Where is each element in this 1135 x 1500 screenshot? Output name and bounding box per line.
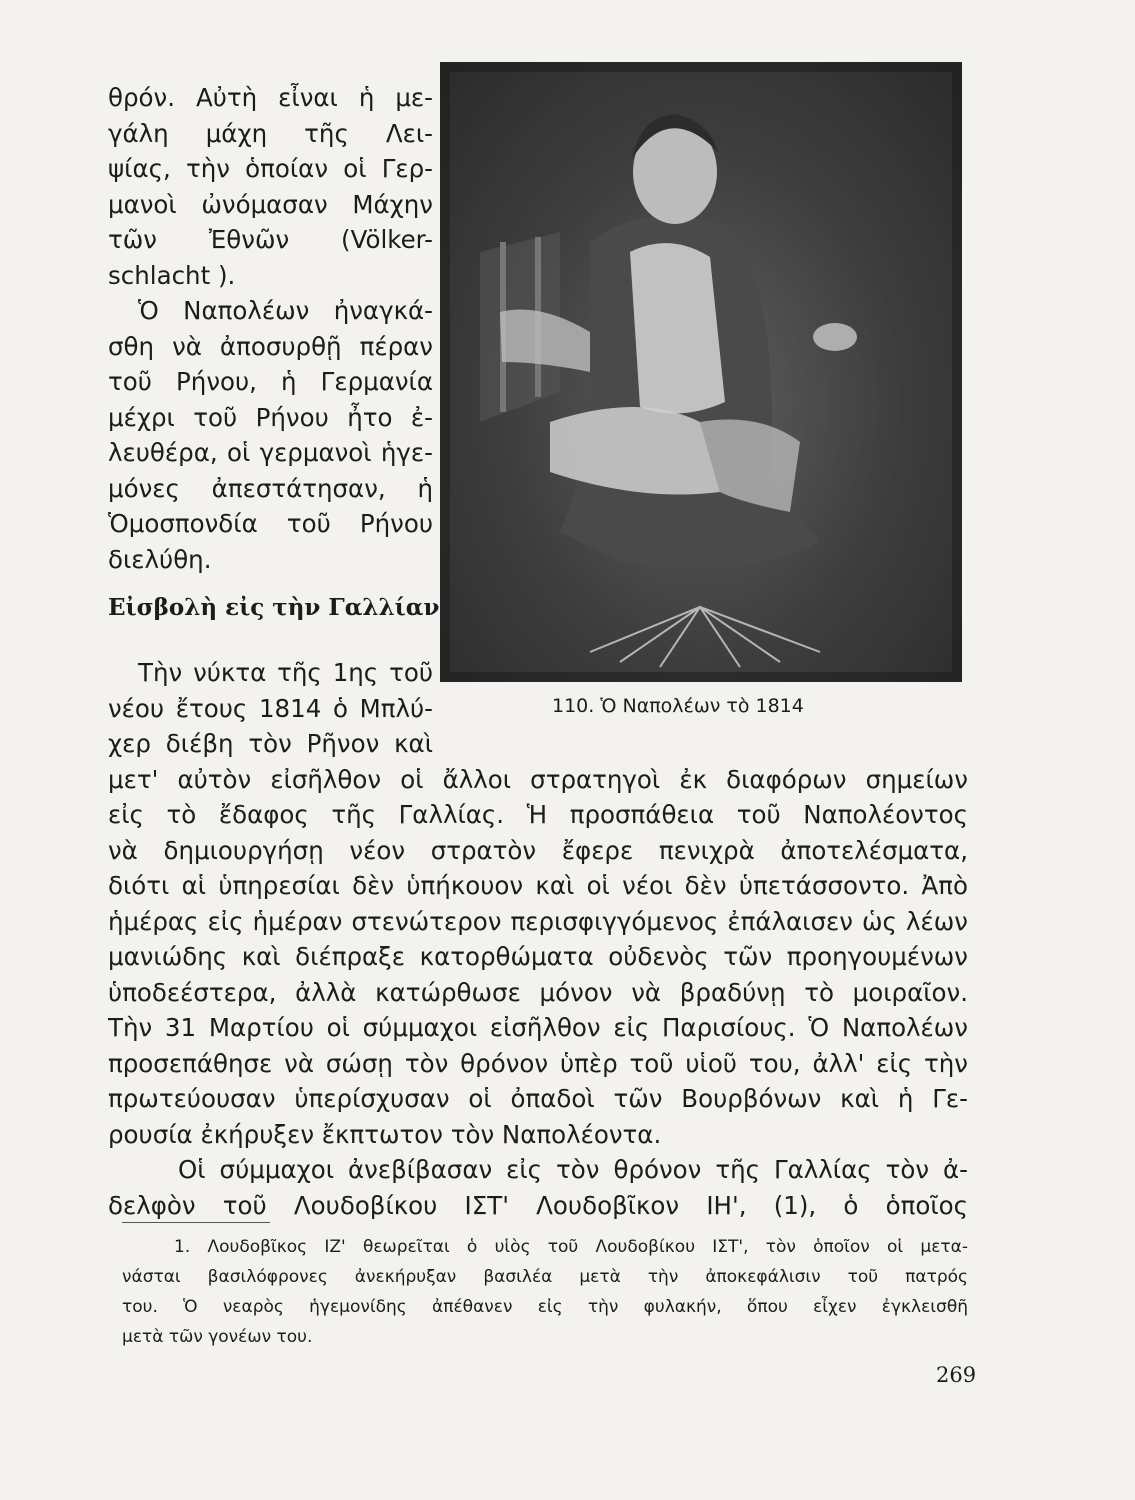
figure-caption: 110. Ὁ Ναπολέων τὸ 1814 <box>552 695 804 717</box>
body-line: διότι αἱ ὑπηρεσίαι δὲν ὑπήκουον καὶ οἱ νέοι δὲν ὑπετάσσοντο. Ἀπὸ <box>108 871 968 900</box>
left-column-line: Τὴν νύκτα τῆς 1ης τοῦ <box>138 658 433 687</box>
left-column-line: schlacht ). <box>108 260 236 290</box>
footnote-line: νάσται βασιλόφρονες ἀνεκήρυξαν βασιλέα μετὰ τὴν ἀποκεφάλισιν τοῦ πατρός <box>122 1267 968 1287</box>
body-line: ὑποδεέστερα, ἀλλὰ κατώρθωσε μόνον νὰ βραδύνῃ τὸ μοιραῖον. <box>108 977 968 1007</box>
body-line: μετ' αὐτὸν εἰσῆλθον οἱ ἄλλοι στρατηγοὶ ἐκ διαφόρων σημείων <box>108 764 968 794</box>
left-column-line: λευθέρα, οἱ γερμανοὶ ἡγε- <box>108 438 433 467</box>
left-column-line: τοῦ Ρήνου, ἡ Γερμανία <box>108 367 433 396</box>
footnote-line: του. Ὁ νεαρὸς ἡγεμονίδης ἀπέθανεν εἰς τὴν φυλακήν, ὅπου εἶχεν ἐγκλεισθῆ <box>122 1297 968 1317</box>
left-column-line: μέχρι τοῦ Ρήνου ἦτο ἐ- <box>108 402 433 432</box>
body-line: πρωτεύουσαν ὑπερίσχυσαν οἱ ὀπαδοὶ τῶν Βουρβόνων καὶ ἡ Γε- <box>108 1084 968 1113</box>
left-column-line: νέου ἔτους 1814 ὁ Μπλύ- <box>108 693 433 723</box>
body-line: Οἱ σύμμαχοι ἀνεβίβασαν εἰς τὸν θρόνον τῆς Γαλλίας τὸν ἀ- <box>178 1155 968 1184</box>
left-column-line: μανοὶ ὠνόμασαν Μάχην <box>108 189 433 219</box>
footnote-divider <box>122 1222 270 1223</box>
body-line: ἡμέρας εἰς ἡμέραν στενώτερον περισφιγγόμενος ἐπάλαισεν ὡς λέων <box>108 906 968 936</box>
left-column-line: γάλη μάχη τῆς Λει- <box>108 118 433 148</box>
left-column-line: διελύθη. <box>108 544 212 574</box>
body-line: νὰ δημιουργήσῃ νέον στρατὸν ἔφερε πενιχρὰ ἀποτελέσματα, <box>108 835 968 865</box>
left-column-line: χερ διέβη τὸν Ρῆνον καὶ <box>108 729 433 758</box>
left-column-line: τῶν Ἐθνῶν (Völker- <box>108 225 433 254</box>
body-line: προσεπάθησε νὰ σώσῃ τὸν θρόνον ὑπὲρ τοῦ υἱοῦ του, ἀλλ' εἰς τὴν <box>108 1048 968 1078</box>
left-column-line: Ὁμοσπονδία τοῦ Ρήνου <box>108 509 433 538</box>
left-column-line: σθη νὰ ἀποσυρθῇ πέραν <box>108 331 433 361</box>
footnote-line: 1. Λουδοβῖκος ΙΖ' θεωρεῖται ὁ υἱὸς τοῦ Λουδοβίκου ΙΣΤ', τὸν ὁποῖον οἱ μετα- <box>174 1237 968 1257</box>
page-number: 269 <box>936 1363 977 1387</box>
body-line: Τὴν 31 Μαρτίου οἱ σύμμαχοι εἰσῆλθον εἰς Παρισίους. Ὁ Ναπολέων <box>108 1013 968 1042</box>
left-column-line: Ὁ Ναπολέων ἠναγκά- <box>138 296 433 325</box>
napoleon-portrait-image <box>440 62 962 682</box>
body-line: εἰς τὸ ἔδαφος τῆς Γαλλίας. Ἡ προσπάθεια τοῦ Ναπολέοντος <box>108 800 968 829</box>
left-column-line: μόνες ἀπεστάτησαν, ἡ <box>108 473 433 503</box>
body-line: δελφὸν τοῦ Λουδοβίκου ΙΣΤ' Λουδοβῖκον ΙΗ', (1), ὁ ὁποῖος <box>108 1190 968 1220</box>
section-heading: Εἰσβολὴ εἰς τὴν Γαλλίαν <box>108 594 440 621</box>
body-line: μανιώδης καὶ διέπραξε κατορθώματα οὐδενὸς τῶν προηγουμένων <box>108 942 968 971</box>
footnote-line: μετὰ τῶν γονέων του. <box>122 1327 313 1347</box>
left-column-line: ψίας, τὴν ὁποίαν οἱ Γερ- <box>108 154 433 183</box>
left-column-line: θρόν. Αὐτὴ εἶναι ἡ με- <box>108 83 433 112</box>
body-line: ρουσία ἐκήρυξεν ἔκπτωτον τὸν Ναπολέοντα. <box>108 1119 662 1149</box>
